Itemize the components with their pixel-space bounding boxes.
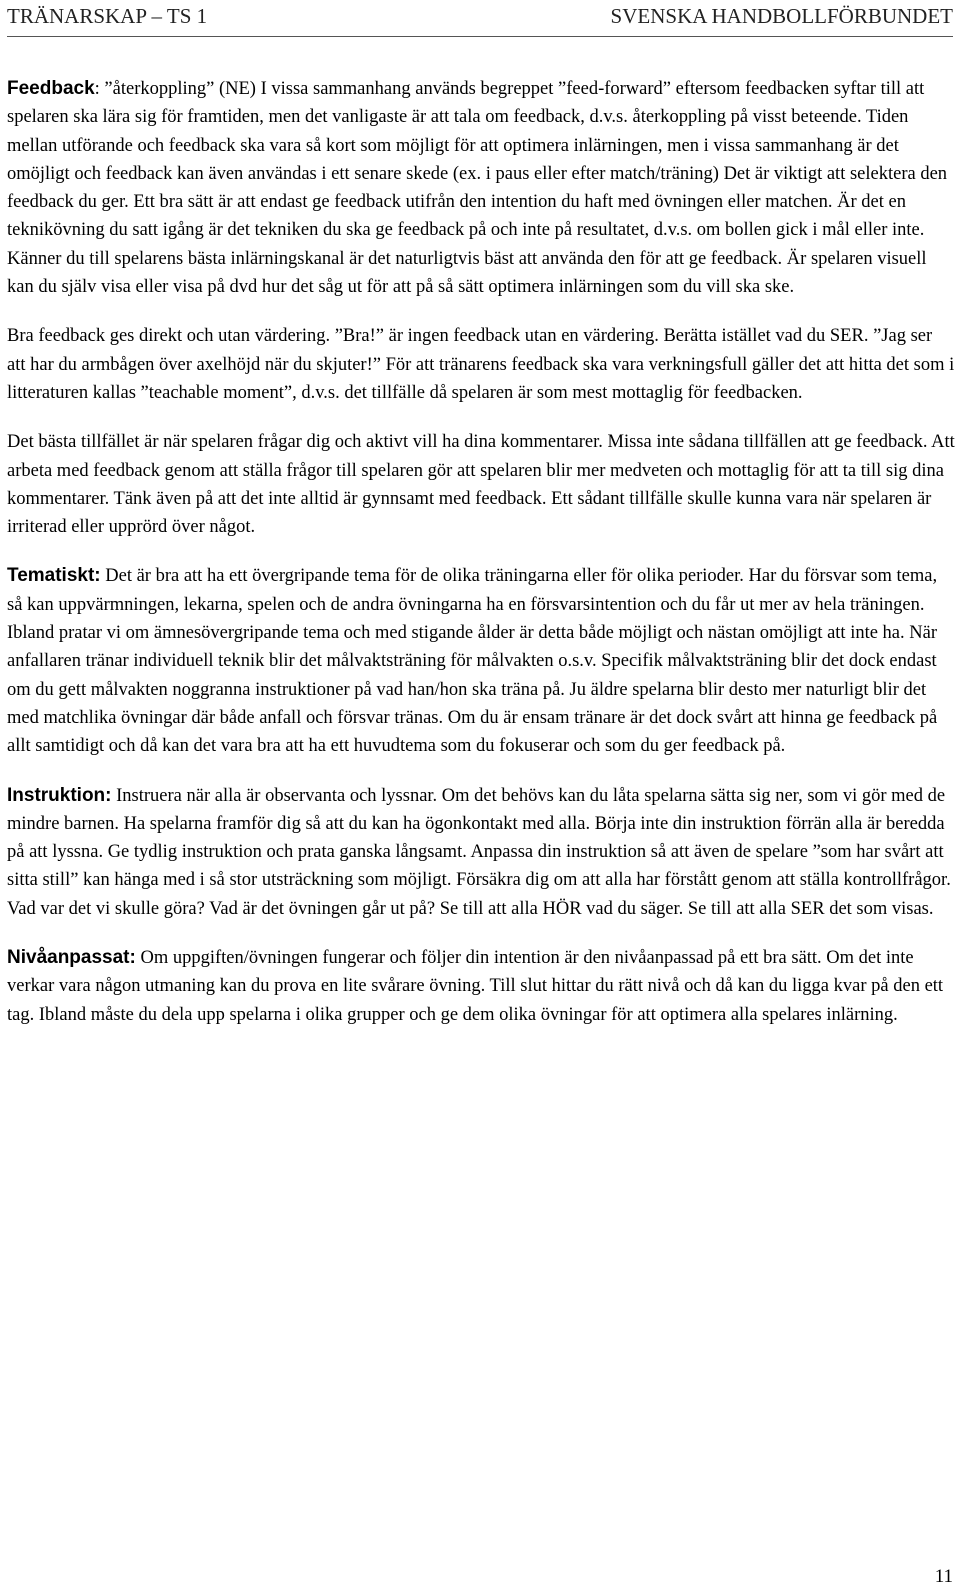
feedback-paragraph-2: Bra feedback ges direkt och utan värdering. ”Bra!” är ingen feedback utan en värdering. Berätta istället vad du SER. ”Jag ser att har du armbågen över axelhöjd när du skjuter!” För att tränarens feedback ska vara verkningsfull gäller det att hitta det som i litteraturen kallas ”teachable moment”, d.v.s. det tillfälle då spelaren är som mest mottaglig för feedbacken.	[7, 326, 955, 403]
level-adapted-heading: Nivåanpassat:	[7, 947, 136, 969]
header-organization: SVENSKA HANDBOLLFÖRBUNDET	[610, 4, 953, 28]
header-divider	[7, 36, 953, 37]
thematic-heading: Tematiskt:	[7, 565, 101, 587]
feedback-text: : ”återkoppling” (NE) I vissa sammanhang används begreppet ”feed-forward” eftersom feedbacken syftar till att spelaren ska lära sig för framtiden, men det vanligaste är att tala om feedback, d.v.s. återkoppling på visst beteende. Tiden mellan utförande och feedback ska vara så kort som möjligt för att optimera inlärningen, men i vissa sammanhang är det omöjligt och feedback kan även användas i ett senare skede (ex. i paus eller efter match/träning) Det är viktigt att selektera den feedback du ger. Ett bra sätt är att endast ge feedback utifrån den intention du haft med övningen eller matchen. Är det en teknikövning du satt igång är det tekniken du ska ge feedback på och inte på resultatet, d.v.s. om bollen gick i mål eller inte. Känner du till spelarens bästa inlärningskanal är det naturligtvis bäst att använda den för att ge feedback. Är spelaren visuell kan du själv visa eller visa på dvd hur det såg ut för att på så sätt optimera inlärningen som du vill ska ske.	[7, 79, 948, 298]
thematic-paragraph	[7, 562, 955, 760]
header-course-title: TRÄNARSKAP – TS 1	[7, 4, 208, 28]
thematic-text: Det är bra att ha ett övergripande tema för de olika träningarna eller för olika perioder. Har du försvar som tema, så kan uppvärmningen, lekarna, spelen och de andra övningarna ha en försvarsintention och du får ut mer av hela träningen. Ibland pratar vi om ämnesövergripande tema och med stigande ålder är detta både möjligt och nästan omöjligt att inte ha. När anfallaren tränar individuell teknik blir det målvaktsträning för målvakten o.s.v. Specifik målvaktsträning blir det dock endast om du gett målvakten noggranna instruktioner på vad han/hon ska träna på. Ju äldre spelarna blir desto mer naturligt blir det med matchlika övningar där både anfall och försvar tränas. Om du är ensam tränare är det dock svårt att hinna ge feedback på allt samtidigt och då kan det vara bra att ha ett huvudtema som du fokuserar och som du ger feedback på.	[7, 566, 938, 757]
feedback-paragraph	[7, 75, 955, 301]
page-number: 11	[934, 1566, 953, 1587]
instruction-text: Instruera när alla är observanta och lyssnar. Om det behövs kan du låta spelarna sätta sig ner, som vi gör med de mindre barnen. Ha spelarna framför dig så att du kan ha ögonkontakt med alla. Börja inte din instruktion förrän alla är beredda på att lyssna. Ge tydlig instruktion och prata ganska långsamt. Anpassa din instruktion så att även de spelare ”som har svårt att sitta still” kan hänga med i så stor utsträckning som möjligt. Försäkra dig om att alla har förstått genom att ställa kontrollfrågor. Vad var det vi skulle göra? Vad är det övningen går ut på? Se till att alla HÖR vad du säger. Se till att alla SER det som visas.	[7, 785, 951, 919]
document-body	[7, 75, 955, 1050]
instruction-paragraph	[7, 782, 955, 923]
feedback-heading: Feedback	[7, 78, 95, 99]
page-header	[7, 4, 953, 34]
instruction-heading: Instruktion:	[7, 784, 112, 806]
level-adapted-text: Om uppgiften/övningen fungerar och följer din intention är den nivåanpassad på ett bra sätt. Om det inte verkar vara någon utmaning kan du prova en lite svårare övning. Till slut hittar du rätt nivå och då kan du ligga kvar på den ett tag. Ibland måste du dela upp spelarna i olika grupper och ge dem olika övningar för att optimera alla spelares inlärning.	[7, 948, 944, 1025]
level-adapted-paragraph	[7, 944, 955, 1029]
feedback-paragraph-3: Det bästa tillfället är när spelaren frågar dig och aktivt vill ha dina kommentarer. Missa inte sådana tillfällen att ge feedback. Att arbeta med feedback genom att ställa frågor till spelaren gör att spelaren blir mer medveten och mottaglig för att ta till sig dina kommentarer. Tänk även på att det inte alltid är gynnsamt med feedback. Ett sådant tillfälle skulle kunna vara när spelaren är irriterad eller upprörd över något.	[7, 432, 955, 538]
